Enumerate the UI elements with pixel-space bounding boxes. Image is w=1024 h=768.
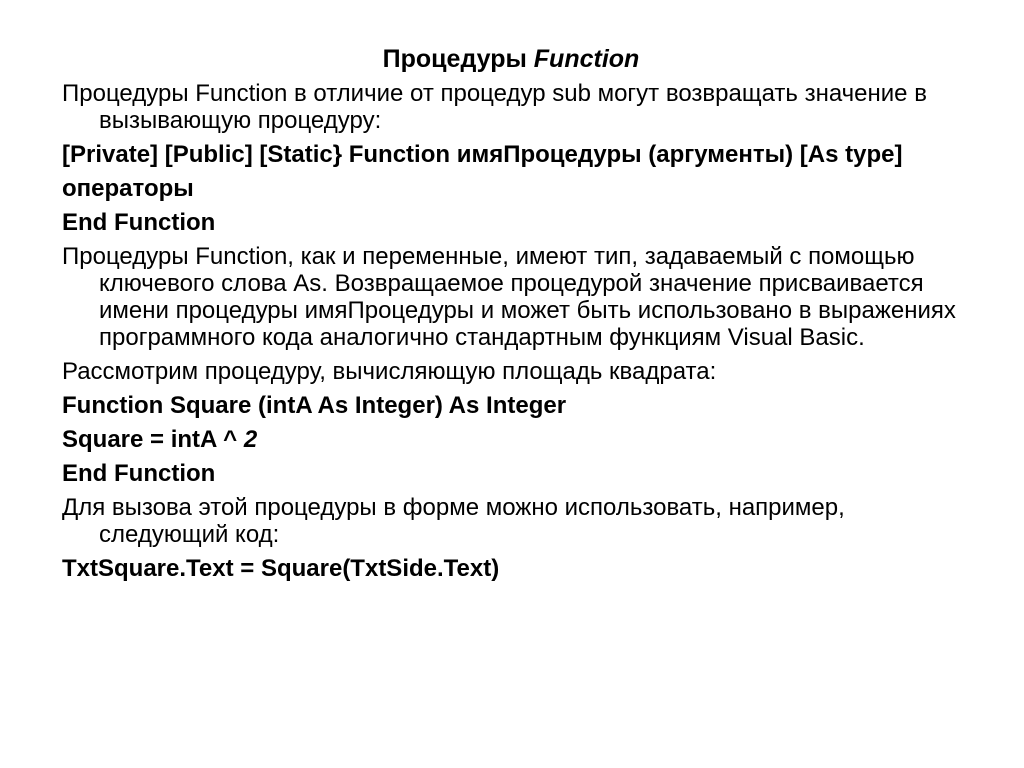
intro-paragraph: Процедуры Function в отличие от процедур sub могут возвращать значение в вызывающую процедуру: <box>62 80 927 134</box>
code-function-declaration: Function Square (intA As Integer) As Integer <box>62 392 567 419</box>
syntax-line: [Private] [Public] [Static} Function имяПроцедуры (аргументы) [As type] <box>62 141 903 168</box>
code-end-function: End Function <box>62 460 216 487</box>
code-square-assignment <box>62 426 942 453</box>
code-exponent: 2 <box>243 426 258 453</box>
code-assignment-text: Square = intA ^ <box>62 426 244 453</box>
call-paragraph: Для вызова этой процедуры в форме можно использовать, например, следующий код: <box>62 494 845 548</box>
code-call-line: TxtSquare.Text = Square(TxtSide.Text) <box>62 555 500 582</box>
slide-content <box>62 44 956 589</box>
slide-title <box>62 44 942 74</box>
operators-line: операторы <box>62 175 194 202</box>
type-paragraph: Процедуры Function, как и переменные, имеют тип, задаваемый с помощью ключевого слова As. Возвращаемое процедурой значение присваивается имени процедуры имяПроцедуры и может быть использовано в выражениях программного кода аналогично стандартным функциям Visual Basic. <box>62 243 956 351</box>
end-function-line: End Function <box>62 209 216 236</box>
title-text: Процедуры <box>382 45 534 73</box>
example-intro-paragraph: Рассмотрим процедуру, вычисляющую площадь квадрата: <box>62 358 717 385</box>
title-italic-text: Function <box>533 45 640 73</box>
